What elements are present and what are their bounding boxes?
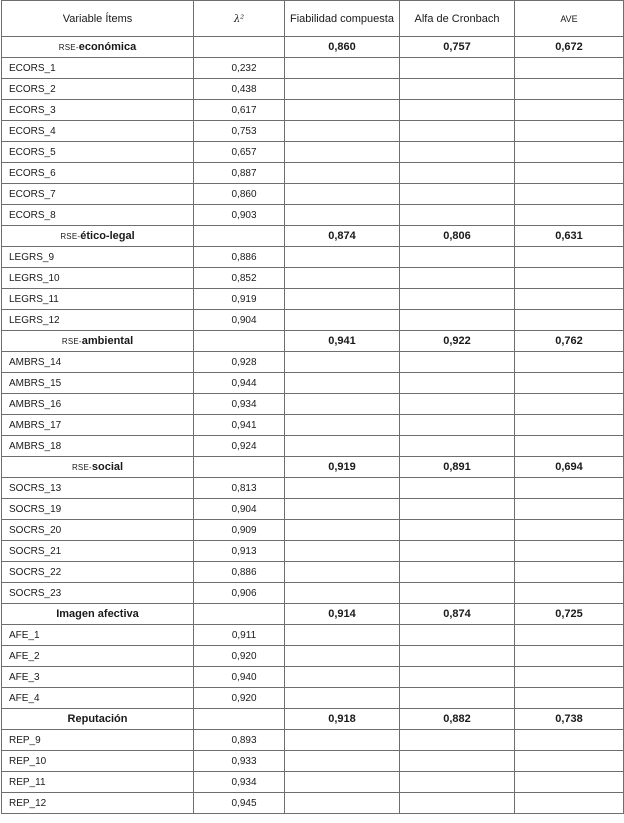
item-lambda-value: 0,940 [194,667,285,688]
group-name-cell [2,457,194,478]
empty-cell [515,163,624,184]
group-row [2,331,624,352]
group-ave-value: 0,762 [515,331,624,352]
group-lambda-cell [194,226,285,247]
empty-cell [400,142,515,163]
item-name: ECORS_6 [2,163,194,184]
item-row [2,163,624,184]
empty-cell [515,205,624,226]
item-lambda-value: 0,934 [194,394,285,415]
group-row [2,457,624,478]
empty-cell [285,310,400,331]
header-alfa: Alfa de Cronbach [400,1,515,37]
item-row [2,751,624,772]
empty-cell [400,415,515,436]
group-name-cell [2,331,194,352]
empty-cell [400,772,515,793]
empty-cell [515,751,624,772]
item-lambda-value: 0,944 [194,373,285,394]
item-name: SOCRS_19 [2,499,194,520]
item-row [2,121,624,142]
item-name: SOCRS_23 [2,583,194,604]
item-lambda-value: 0,893 [194,730,285,751]
item-lambda-value: 0,928 [194,352,285,373]
group-fiabilidad-value: 0,860 [285,37,400,58]
item-row [2,772,624,793]
item-lambda-value: 0,919 [194,289,285,310]
item-row [2,688,624,709]
empty-cell [400,163,515,184]
empty-cell [285,625,400,646]
empty-cell [515,562,624,583]
empty-cell [515,79,624,100]
item-name: LEGRS_11 [2,289,194,310]
item-name: AMBRS_18 [2,436,194,457]
item-row [2,79,624,100]
item-lambda-value: 0,945 [194,793,285,814]
empty-cell [515,646,624,667]
item-row [2,394,624,415]
empty-cell [515,520,624,541]
item-name: SOCRS_22 [2,562,194,583]
item-row [2,499,624,520]
group-label: económica [78,41,137,53]
group-lambda-cell [194,37,285,58]
item-name: ECORS_2 [2,79,194,100]
reliability-table [1,0,624,814]
item-name: AFE_1 [2,625,194,646]
empty-cell [515,394,624,415]
empty-cell [515,730,624,751]
empty-cell [400,478,515,499]
item-lambda-value: 0,903 [194,205,285,226]
empty-cell [400,751,515,772]
group-prefix: RSE- [58,43,79,52]
table-body [2,37,624,814]
group-ave-value: 0,725 [515,604,624,625]
item-name: REP_12 [2,793,194,814]
item-lambda-value: 0,860 [194,184,285,205]
item-name: LEGRS_10 [2,268,194,289]
item-name: LEGRS_12 [2,310,194,331]
item-lambda-value: 0,920 [194,688,285,709]
empty-cell [515,58,624,79]
empty-cell [285,100,400,121]
empty-cell [400,247,515,268]
item-row [2,478,624,499]
empty-cell [285,541,400,562]
item-lambda-value: 0,657 [194,142,285,163]
group-ave-value: 0,738 [515,709,624,730]
group-ave-value: 0,631 [515,226,624,247]
item-row [2,520,624,541]
header-row [2,1,624,37]
group-label: Reputación [67,713,128,725]
empty-cell [515,436,624,457]
item-lambda-value: 0,924 [194,436,285,457]
item-name: ECORS_1 [2,58,194,79]
header-ave-label: AVE [560,13,578,24]
item-lambda-value: 0,886 [194,562,285,583]
empty-cell [515,268,624,289]
item-row [2,562,624,583]
item-row [2,793,624,814]
item-row [2,667,624,688]
item-lambda-value: 0,906 [194,583,285,604]
empty-cell [285,163,400,184]
group-fiabilidad-value: 0,919 [285,457,400,478]
empty-cell [515,352,624,373]
empty-cell [285,793,400,814]
empty-cell [515,289,624,310]
group-lambda-cell [194,331,285,352]
item-name: ECORS_4 [2,121,194,142]
group-alfa-value: 0,891 [400,457,515,478]
item-lambda-value: 0,941 [194,415,285,436]
empty-cell [400,205,515,226]
empty-cell [400,394,515,415]
group-prefix: RSE- [60,232,81,241]
empty-cell [285,142,400,163]
empty-cell [515,310,624,331]
item-row [2,541,624,562]
empty-cell [400,688,515,709]
item-lambda-value: 0,753 [194,121,285,142]
empty-cell [515,772,624,793]
item-row [2,142,624,163]
empty-cell [285,373,400,394]
group-fiabilidad-value: 0,914 [285,604,400,625]
group-row [2,37,624,58]
group-label: ambiental [81,335,134,347]
header-variable: Variable Ítems [2,1,194,37]
empty-cell [285,394,400,415]
empty-cell [400,121,515,142]
item-lambda-value: 0,934 [194,772,285,793]
header-ave [515,1,624,37]
group-row [2,709,624,730]
header-fiabilidad: Fiabilidad compuesta [285,1,400,37]
empty-cell [285,520,400,541]
empty-cell [285,688,400,709]
group-label: Imagen afectiva [56,608,139,620]
group-alfa-value: 0,874 [400,604,515,625]
empty-cell [285,205,400,226]
item-name: ECORS_8 [2,205,194,226]
empty-cell [285,646,400,667]
empty-cell [400,436,515,457]
empty-cell [285,478,400,499]
group-label: ético-legal [80,230,135,242]
item-name: REP_11 [2,772,194,793]
item-name: AFE_2 [2,646,194,667]
header-lambda-label: λ² [233,13,245,25]
item-row [2,100,624,121]
item-name: ECORS_3 [2,100,194,121]
item-row [2,205,624,226]
empty-cell [515,415,624,436]
group-fiabilidad-value: 0,941 [285,331,400,352]
empty-cell [515,583,624,604]
empty-cell [400,79,515,100]
item-row [2,352,624,373]
item-name: REP_9 [2,730,194,751]
empty-cell [400,667,515,688]
group-lambda-cell [194,457,285,478]
empty-cell [285,79,400,100]
empty-cell [515,100,624,121]
empty-cell [400,730,515,751]
empty-cell [400,310,515,331]
group-fiabilidad-value: 0,874 [285,226,400,247]
item-name: REP_10 [2,751,194,772]
empty-cell [400,646,515,667]
empty-cell [285,352,400,373]
item-lambda-value: 0,886 [194,247,285,268]
empty-cell [515,793,624,814]
empty-cell [285,772,400,793]
empty-cell [400,100,515,121]
item-lambda-value: 0,904 [194,310,285,331]
empty-cell [400,184,515,205]
empty-cell [400,58,515,79]
empty-cell [285,583,400,604]
empty-cell [285,247,400,268]
item-row [2,268,624,289]
item-row [2,289,624,310]
group-name-cell [2,226,194,247]
empty-cell [515,667,624,688]
item-row [2,373,624,394]
item-name: LEGRS_9 [2,247,194,268]
empty-cell [285,562,400,583]
item-lambda-value: 0,933 [194,751,285,772]
group-name-cell [2,37,194,58]
empty-cell [515,373,624,394]
empty-cell [515,247,624,268]
group-alfa-value: 0,757 [400,37,515,58]
group-name-cell [2,604,194,625]
item-name: SOCRS_20 [2,520,194,541]
item-lambda-value: 0,913 [194,541,285,562]
empty-cell [515,142,624,163]
item-name: AMBRS_14 [2,352,194,373]
empty-cell [285,436,400,457]
item-row [2,625,624,646]
empty-cell [515,688,624,709]
empty-cell [400,541,515,562]
empty-cell [400,352,515,373]
empty-cell [285,415,400,436]
group-lambda-cell [194,709,285,730]
group-ave-value: 0,672 [515,37,624,58]
item-name: AFE_3 [2,667,194,688]
group-ave-value: 0,694 [515,457,624,478]
item-lambda-value: 0,887 [194,163,285,184]
item-lambda-value: 0,813 [194,478,285,499]
empty-cell [515,625,624,646]
item-row [2,58,624,79]
header-lambda [194,1,285,37]
item-name: SOCRS_21 [2,541,194,562]
empty-cell [400,583,515,604]
item-row [2,247,624,268]
empty-cell [400,289,515,310]
item-lambda-value: 0,617 [194,100,285,121]
empty-cell [285,184,400,205]
item-name: ECORS_5 [2,142,194,163]
empty-cell [285,751,400,772]
item-lambda-value: 0,852 [194,268,285,289]
group-row [2,226,624,247]
item-row [2,310,624,331]
group-alfa-value: 0,922 [400,331,515,352]
item-row [2,415,624,436]
group-label: social [91,461,124,473]
item-row [2,184,624,205]
item-name: AMBRS_17 [2,415,194,436]
empty-cell [285,289,400,310]
item-row [2,583,624,604]
item-name: SOCRS_13 [2,478,194,499]
group-row [2,604,624,625]
item-lambda-value: 0,438 [194,79,285,100]
empty-cell [285,667,400,688]
empty-cell [285,730,400,751]
empty-cell [400,373,515,394]
item-lambda-value: 0,920 [194,646,285,667]
item-lambda-value: 0,904 [194,499,285,520]
item-lambda-value: 0,909 [194,520,285,541]
empty-cell [515,184,624,205]
item-name: AFE_4 [2,688,194,709]
item-row [2,730,624,751]
empty-cell [285,499,400,520]
group-prefix: RSE- [61,337,82,346]
group-alfa-value: 0,882 [400,709,515,730]
group-prefix: RSE- [71,463,92,472]
item-lambda-value: 0,911 [194,625,285,646]
empty-cell [515,541,624,562]
item-lambda-value: 0,232 [194,58,285,79]
empty-cell [515,499,624,520]
empty-cell [400,268,515,289]
empty-cell [285,121,400,142]
item-row [2,646,624,667]
empty-cell [400,499,515,520]
item-name: AMBRS_15 [2,373,194,394]
empty-cell [400,562,515,583]
group-name-cell [2,709,194,730]
item-name: AMBRS_16 [2,394,194,415]
group-fiabilidad-value: 0,918 [285,709,400,730]
item-name: ECORS_7 [2,184,194,205]
empty-cell [400,520,515,541]
group-lambda-cell [194,604,285,625]
item-row [2,436,624,457]
empty-cell [285,58,400,79]
empty-cell [400,793,515,814]
empty-cell [515,478,624,499]
group-alfa-value: 0,806 [400,226,515,247]
empty-cell [285,268,400,289]
empty-cell [515,121,624,142]
empty-cell [400,625,515,646]
